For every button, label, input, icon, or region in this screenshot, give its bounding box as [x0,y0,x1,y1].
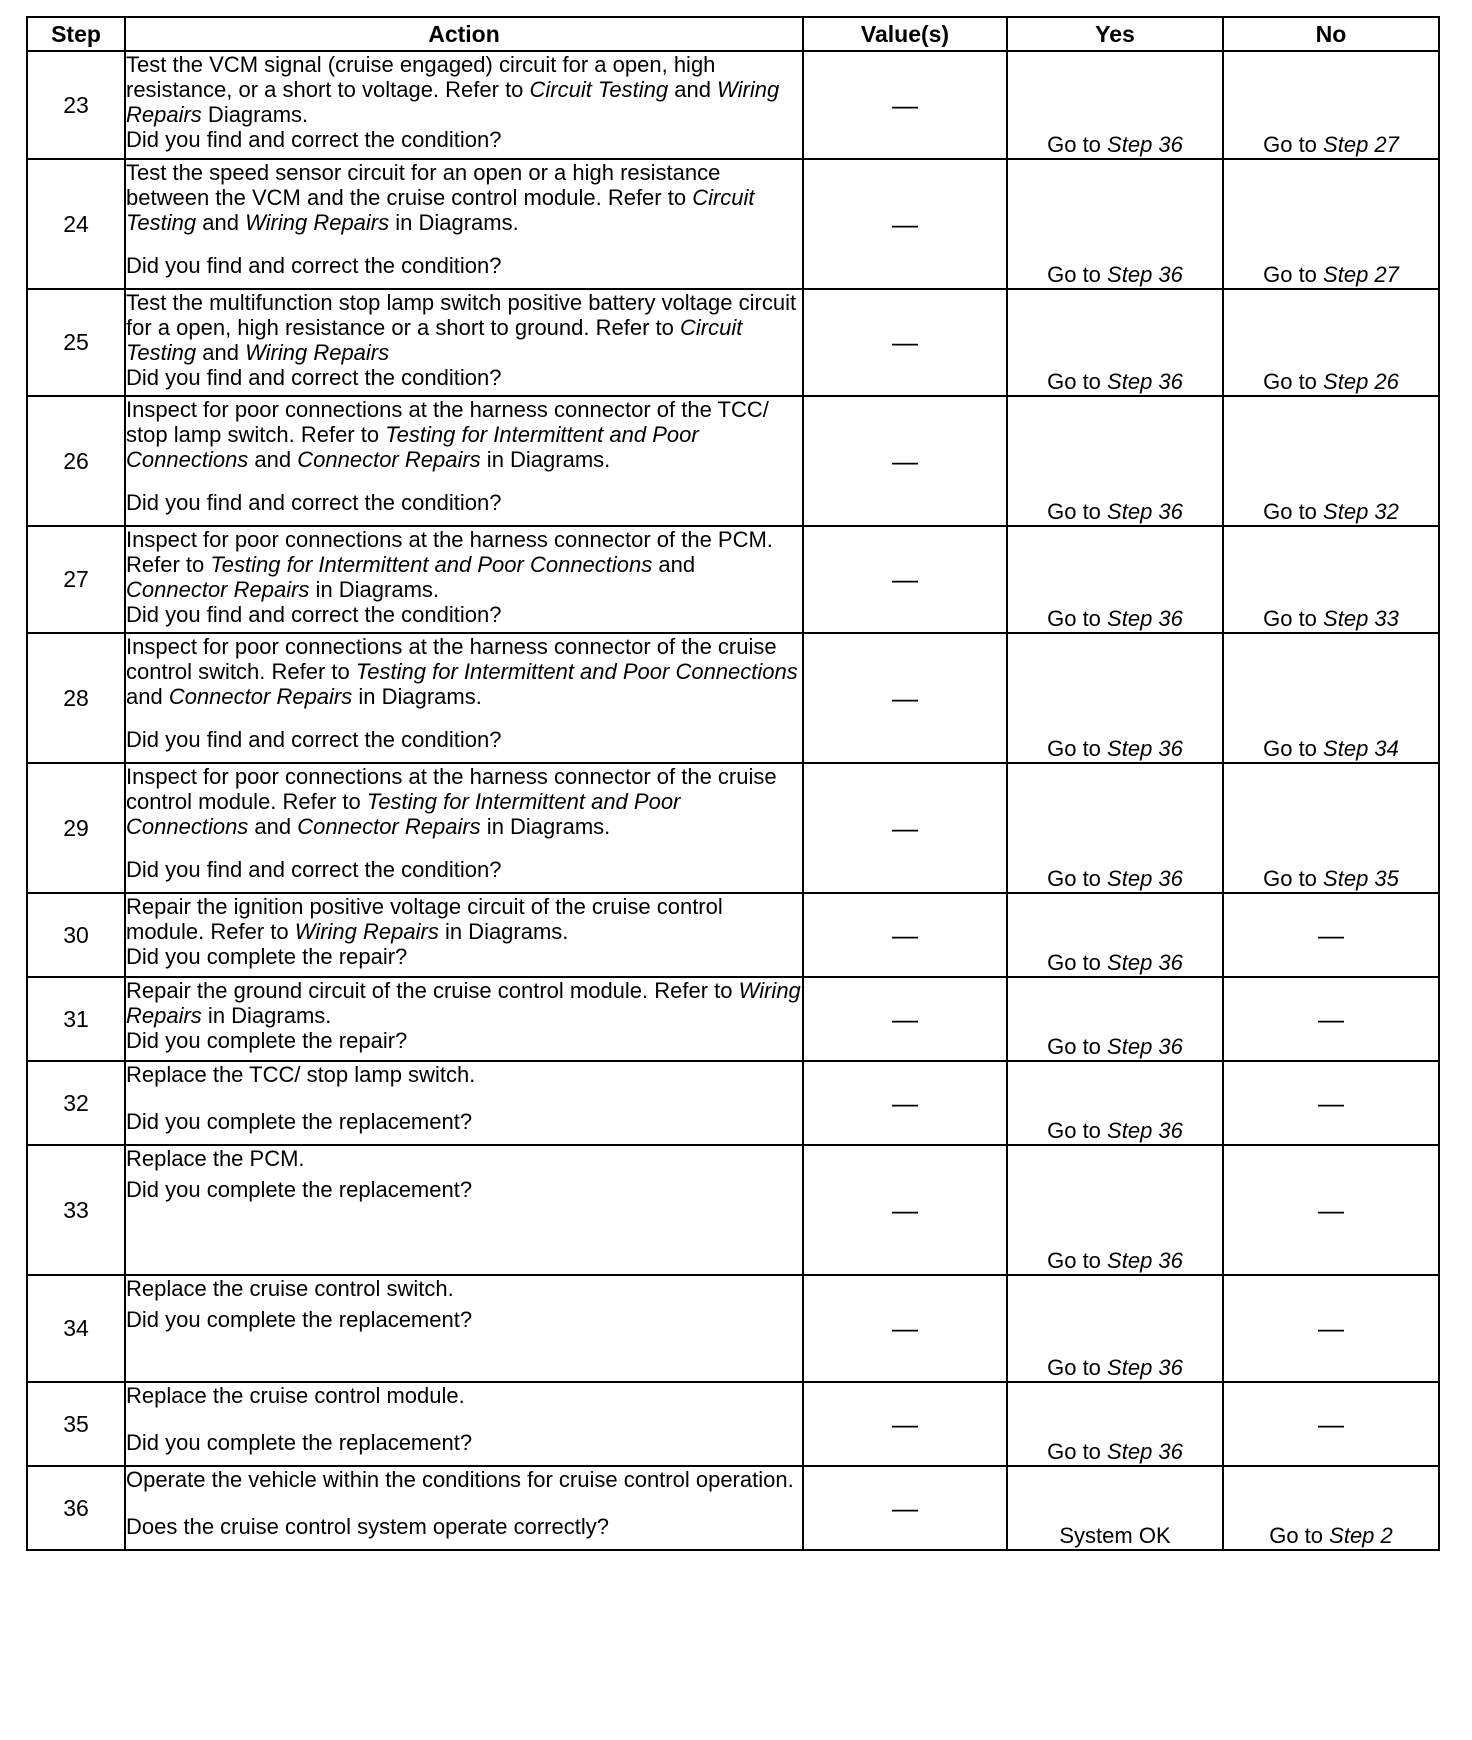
action-text-segment: Repair the ignition positive voltage circuit of the cruise control module. Refer to [126,894,723,944]
action-text [126,397,802,472]
reference-link-text: Circuit Testing [529,77,669,102]
no-cell-dash: — [1223,1382,1439,1466]
table-row [27,1382,1439,1466]
action-text [126,634,802,709]
goto-label: Go to [1047,132,1101,157]
action-text-segment: and [196,210,246,235]
action-cell [125,1275,803,1382]
step-number: 30 [27,893,125,977]
value-cell: — [803,396,1007,526]
yes-step-link: Step 36 [1107,1439,1183,1464]
value-cell: — [803,159,1007,289]
no-step-link: Step 32 [1323,499,1399,524]
action-cell [125,396,803,526]
table-row [27,159,1439,289]
value-cell: — [803,1466,1007,1550]
reference-link-text: Wiring Repairs [126,77,780,127]
step-number: 35 [27,1382,125,1466]
action-question: Did you find and correct the condition? [126,127,502,152]
action-text-segment: and [248,814,298,839]
action-text-segment: Replace the cruise control module. [126,1383,465,1408]
reference-link-text: Wiring Repairs [245,340,390,365]
action-cell [125,633,803,763]
step-number: 25 [27,289,125,396]
reference-link-text: Circuit Testing [126,185,755,235]
yes-step-link: Step 36 [1107,1034,1183,1059]
action-text-segment: and [248,447,298,472]
yes-step-link: Step 36 [1107,1118,1183,1143]
reference-link-text: Connector Repairs [297,814,481,839]
step-number: 36 [27,1466,125,1550]
table-body [27,51,1439,1550]
step-number: 23 [27,51,125,159]
table-row [27,977,1439,1061]
table-row [27,1145,1439,1275]
action-text-segment: Test the multifunction stop lamp switch positive battery voltage circuit for a open, high resistance or a short to ground. Refer to [126,290,797,340]
yes-step-link: Step 36 [1107,606,1183,631]
value-cell: — [803,289,1007,396]
step-number: 32 [27,1061,125,1145]
action-cell [125,893,803,977]
reference-link-text: Connector Repairs [168,684,353,709]
yes-step-link: Step 36 [1107,950,1183,975]
action-question: Did you find and correct the condition? [126,857,502,882]
action-question: Did you complete the replacement? [126,1109,473,1134]
no-step-link: Step 26 [1323,369,1399,394]
step-number: 31 [27,977,125,1061]
yes-cell [1007,893,1223,977]
goto-label: Go to [1263,736,1317,761]
goto-label: Go to [1047,736,1101,761]
no-cell [1223,633,1439,763]
no-cell [1223,289,1439,396]
action-text-segment: in Diagrams. [201,1003,332,1028]
goto-label: Go to [1263,132,1317,157]
action-text-segment: Operate the vehicle within the conditions for cruise control operation. [126,1467,794,1492]
goto-label: Go to [1047,1439,1101,1464]
action-text [126,1467,802,1492]
action-cell [125,526,803,633]
yes-cell [1007,1145,1223,1275]
action-cell [125,1466,803,1550]
action-text [126,160,802,235]
no-cell-dash: — [1223,977,1439,1061]
yes-cell [1007,977,1223,1061]
table-row [27,1275,1439,1382]
table-row [27,763,1439,893]
action-text [126,52,802,127]
goto-label: Go to [1263,866,1317,891]
action-text [126,894,802,944]
action-text [126,978,802,1028]
action-text [126,527,802,602]
no-cell-dash: — [1223,1061,1439,1145]
yes-step-link: Step 36 [1107,499,1183,524]
action-text [126,1146,802,1171]
yes-cell [1007,1382,1223,1466]
action-text-segment: in Diagrams. [480,814,611,839]
yes-cell [1007,763,1223,893]
diagnostic-table [26,16,1440,1551]
yes-result-text: System OK [1059,1523,1171,1548]
table-row [27,396,1439,526]
step-number: 29 [27,763,125,893]
step-number: 24 [27,159,125,289]
header-action: Action [125,17,803,51]
yes-step-link: Step 36 [1107,369,1183,394]
action-cell [125,159,803,289]
yes-cell [1007,1466,1223,1550]
no-step-link: Step 33 [1323,606,1399,631]
value-cell: — [803,977,1007,1061]
no-step-link: Step 2 [1329,1523,1393,1548]
yes-step-link: Step 36 [1107,1355,1183,1380]
value-cell: — [803,1382,1007,1466]
yes-cell [1007,1275,1223,1382]
goto-label: Go to [1263,369,1317,394]
action-text-segment: Inspect for poor connections at the harness connector of the PCM. Refer to [126,527,773,577]
action-text-segment: and [652,552,696,577]
yes-cell [1007,51,1223,159]
action-cell [125,977,803,1061]
no-cell [1223,51,1439,159]
reference-link-text: Wiring Repairs [245,210,390,235]
action-text-segment: in Diagrams. [309,577,440,602]
action-text [126,764,802,839]
action-text-segment: in Diagrams. [438,919,569,944]
reference-link-text: Testing for Intermittent and Poor Connections [355,659,798,684]
action-text-segment: and [196,340,246,365]
yes-cell [1007,1061,1223,1145]
table-row [27,1466,1439,1550]
reference-link-text: Wiring Repairs [126,978,801,1028]
action-question: Did you find and correct the condition? [126,490,502,515]
goto-label: Go to [1047,1248,1101,1273]
action-text-segment: Test the VCM signal (cruise engaged) circuit for a open, high resistance, or a short to voltage. Refer to [126,52,716,102]
value-cell: — [803,1145,1007,1275]
action-text-segment: in Diagrams. [352,684,482,709]
goto-label: Go to [1047,1034,1101,1059]
table-row [27,289,1439,396]
value-cell: — [803,1061,1007,1145]
action-cell [125,1061,803,1145]
value-cell: — [803,1275,1007,1382]
reference-link-text: Connector Repairs [297,447,481,472]
action-text-segment: Repair the ground circuit of the cruise control module. Refer to [126,978,739,1003]
header-step: Step [27,17,125,51]
value-cell: — [803,633,1007,763]
action-text [126,1383,802,1408]
action-text [126,1062,802,1087]
header-row [27,17,1439,51]
no-cell-dash: — [1223,1275,1439,1382]
yes-step-link: Step 36 [1107,866,1183,891]
value-cell: — [803,526,1007,633]
table-row [27,893,1439,977]
goto-label: Go to [1047,866,1101,891]
goto-label: Go to [1047,606,1101,631]
action-text [126,290,802,365]
table-row [27,526,1439,633]
action-question: Did you complete the repair? [126,1028,408,1053]
no-step-link: Step 27 [1323,132,1399,157]
yes-step-link: Step 36 [1107,736,1183,761]
value-cell: — [803,893,1007,977]
action-text-segment: in Diagrams. [389,210,519,235]
action-text-segment: Replace the cruise control switch. [126,1276,454,1301]
goto-label: Go to [1047,950,1101,975]
step-number: 26 [27,396,125,526]
reference-link-text: Testing for Intermittent and Poor Connections [126,789,681,839]
action-text-segment: Test the speed sensor circuit for an open or a high resistance between the VCM and the cruise control module. Refer to [126,160,721,210]
header-yes: Yes [1007,17,1223,51]
table-row [27,51,1439,159]
action-question: Did you complete the replacement? [126,1177,473,1202]
action-question: Did you complete the replacement? [126,1307,473,1332]
goto-label: Go to [1263,606,1317,631]
action-question: Does the cruise control system operate correctly? [126,1514,609,1539]
yes-step-link: Step 36 [1107,262,1183,287]
goto-label: Go to [1047,499,1101,524]
goto-label: Go to [1263,262,1317,287]
goto-label: Go to [1047,262,1101,287]
action-cell [125,51,803,159]
value-cell: — [803,763,1007,893]
step-number: 28 [27,633,125,763]
no-cell-dash: — [1223,1145,1439,1275]
action-text [126,1276,802,1301]
yes-cell [1007,526,1223,633]
header-values: Value(s) [803,17,1007,51]
action-question: Did you find and correct the condition? [126,602,502,627]
header-no: No [1223,17,1439,51]
yes-cell [1007,159,1223,289]
no-cell-dash: — [1223,893,1439,977]
action-cell [125,289,803,396]
action-text-segment: Inspect for poor connections at the harness connector of the cruise control module. Refer to [126,764,777,814]
value-cell: — [803,51,1007,159]
reference-link-text: Circuit Testing [126,315,743,365]
action-question: Did you find and correct the condition? [126,253,502,278]
goto-label: Go to [1047,1118,1101,1143]
yes-cell [1007,396,1223,526]
table-row [27,1061,1439,1145]
no-step-link: Step 27 [1323,262,1399,287]
reference-link-text: Testing for Intermittent and Poor Connections [126,422,699,472]
yes-step-link: Step 36 [1107,132,1183,157]
action-cell [125,763,803,893]
goto-label: Go to [1047,369,1101,394]
action-text-segment: Replace the PCM. [126,1146,305,1171]
reference-link-text: Wiring Repairs [294,919,439,944]
no-step-link: Step 35 [1323,866,1399,891]
step-number: 33 [27,1145,125,1275]
reference-link-text: Testing for Intermittent and Poor Connections [210,552,653,577]
yes-cell [1007,633,1223,763]
action-text-segment: and [126,684,169,709]
no-cell [1223,763,1439,893]
action-question: Did you find and correct the condition? [126,727,502,752]
yes-step-link: Step 36 [1107,1248,1183,1273]
action-text-segment: in Diagrams. [480,447,611,472]
step-number: 27 [27,526,125,633]
action-text-segment: Replace the TCC/ stop lamp switch. [126,1062,476,1087]
reference-link-text: Connector Repairs [126,577,310,602]
action-cell [125,1382,803,1466]
action-text-segment: and [668,77,718,102]
action-question: Did you complete the repair? [126,944,408,969]
no-step-link: Step 34 [1323,736,1399,761]
goto-label: Go to [1047,1355,1101,1380]
no-cell [1223,1466,1439,1550]
yes-cell [1007,289,1223,396]
action-text-segment: Diagrams. [201,102,309,127]
no-cell [1223,396,1439,526]
step-number: 34 [27,1275,125,1382]
action-question: Did you complete the replacement? [126,1430,473,1455]
goto-label: Go to [1263,499,1317,524]
table-row [27,633,1439,763]
action-cell [125,1145,803,1275]
no-cell [1223,526,1439,633]
no-cell [1223,159,1439,289]
goto-label: Go to [1269,1523,1324,1548]
action-question: Did you find and correct the condition? [126,365,502,390]
action-text-segment: Inspect for poor connections at the harness connector of the TCC/ stop lamp switch. Refer to [126,397,769,447]
action-text-segment: Inspect for poor connections at the harness connector of the cruise control switch. Refer to [126,634,777,684]
